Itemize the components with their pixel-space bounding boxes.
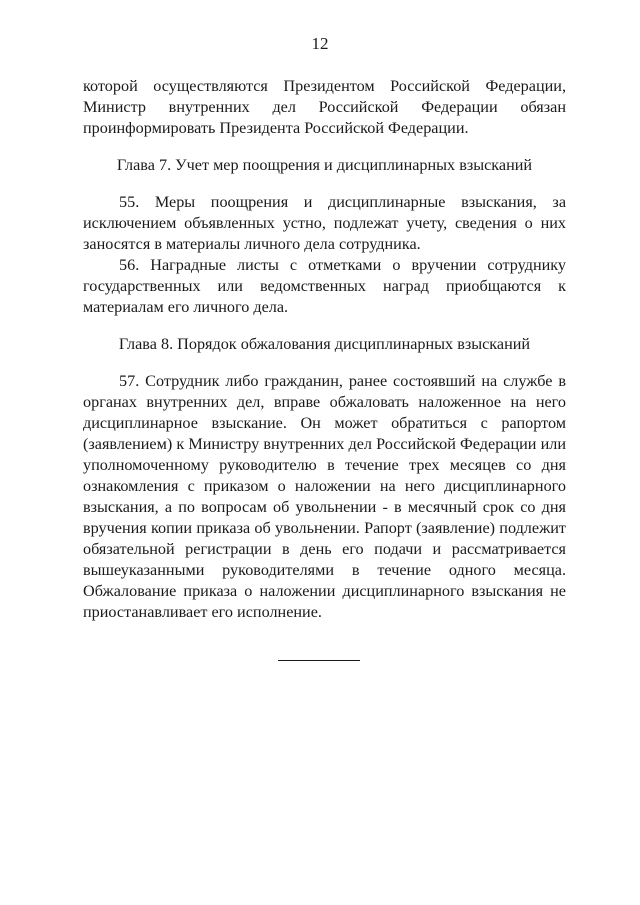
page-number: 12 (311, 34, 329, 53)
chapter-7-heading: Глава 7. Учет мер поощрения и дисциплинарных взысканий (116, 156, 533, 174)
paragraph-continuation: которой осуществляются Президентом Российской Федерации, Министр внутренних дел Российской Федерации обязан проинформировать Президента Российской Федерации. (83, 77, 566, 137)
end-of-document-line (278, 660, 360, 661)
chapter-8-heading: Глава 8. Порядок обжалования дисциплинарных взысканий (118, 335, 531, 353)
paragraph-57: 57. Сотрудник либо гражданин, ранее состоявший на службе в органах внутренних дел, вправе обжаловать наложенное на него дисциплинарное взыскание. Он может обратиться с рапортом (заявлением) к Министру внутренних дел Российской Федерации или уполномоченному руководителю в течение трех месяцев со дня ознакомления с приказом о наложении на него дисциплинарного взыскания, а по вопросам об увольнении - в месячный срок со дня вручения копии приказа об увольнении. Рапорт (заявление) подлежит обязательной регистрации в день его подачи и рассматривается вышеуказанными руководителями в течение одного месяца. Обжалование приказа о наложении дисциплинарного взыскания не приостанавливает его исполнение. (83, 372, 566, 621)
paragraph-55: 55. Меры поощрения и дисциплинарные взыскания, за исключением объявленных устно, подлежат учету, сведения о них заносятся в материалы личного дела сотрудника. (83, 193, 566, 253)
document-body (83, 76, 566, 623)
paragraph-56: 56. Наградные листы с отметками о вручении сотруднику государственных или ведомственных наград приобщаются к материалам его личного дела. (83, 256, 566, 316)
